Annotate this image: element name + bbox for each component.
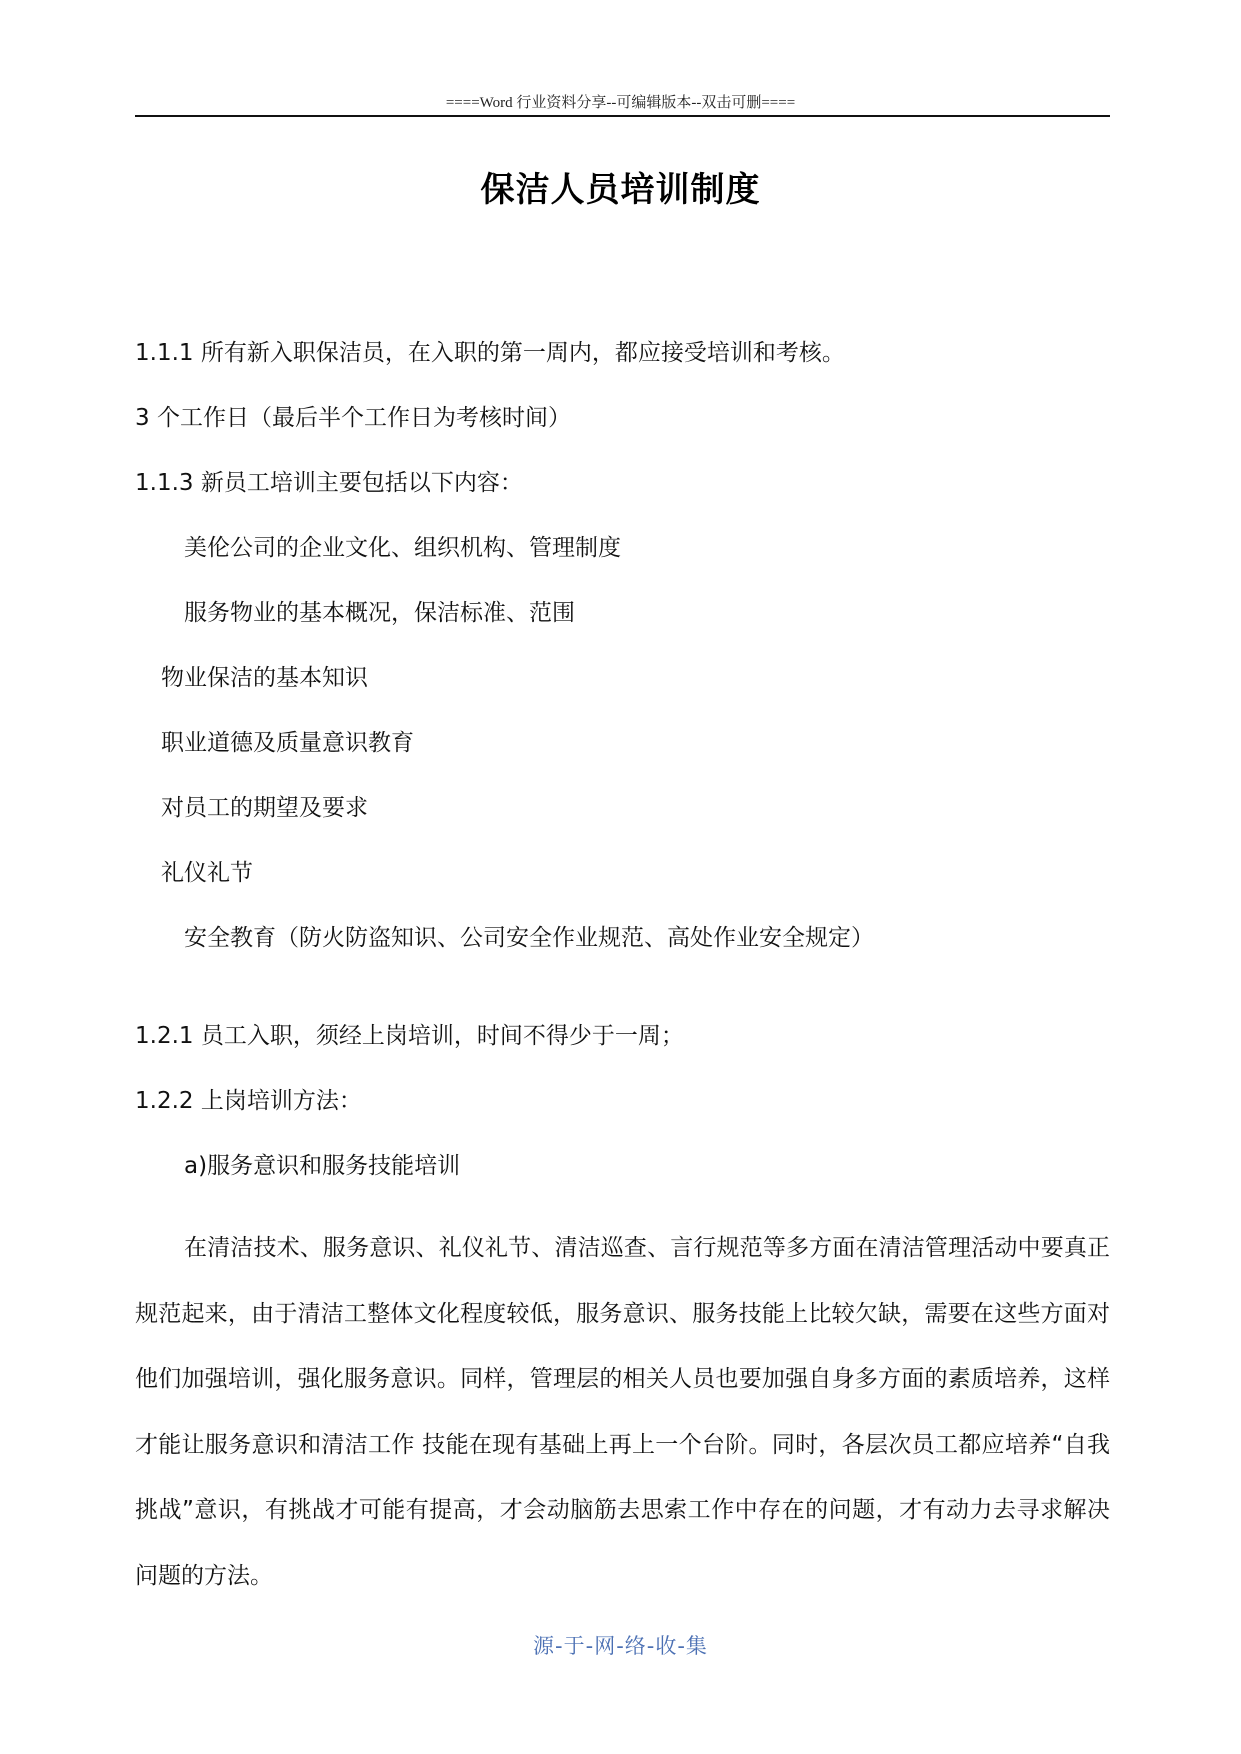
section-1-2-2: 1.2.2 上岗培训方法： xyxy=(135,1088,362,1114)
section-1-1-1: 1.1.1 所有新入职保洁员，在入职的第一周内，都应接受培训和考核。 xyxy=(135,340,845,366)
content-item-safety-education: 安全教育（防火防盗知识、公司安全作业规范、高处作业安全规定） xyxy=(184,925,874,951)
section-1-1-3: 1.1.3 新员工培训主要包括以下内容： xyxy=(135,470,523,496)
content-item-expectations: 对员工的期望及要求 xyxy=(161,795,368,821)
section-1-2-1: 1.2.1 员工入职，须经上岗培训，时间不得少于一周； xyxy=(135,1023,684,1049)
document-title: 保洁人员培训制度 xyxy=(480,170,761,210)
header-divider xyxy=(135,115,1110,117)
content-item-property-overview: 服务物业的基本概况，保洁标准、范围 xyxy=(184,600,575,626)
content-item-company-culture: 美伦公司的企业文化、组织机构、管理制度 xyxy=(184,535,621,561)
method-a-service-training: a)服务意识和服务技能培训 xyxy=(184,1153,461,1179)
page-header-text: ====Word 行业资料分享--可编辑版本--双击可删==== xyxy=(445,95,796,111)
page-footer-text: 源-于-网-络-收-集 xyxy=(533,1634,708,1658)
training-duration: 3 个工作日（最后半个工作日为考核时间） xyxy=(135,405,571,431)
content-item-ethics-quality: 职业道德及质量意识教育 xyxy=(161,730,414,756)
content-item-cleaning-knowledge: 物业保洁的基本知识 xyxy=(161,665,368,691)
content-item-etiquette: 礼仪礼节 xyxy=(161,860,253,886)
service-training-paragraph: 在清洁技术、服务意识、礼仪礼节、清洁巡查、言行规范等多方面在清洁管理活动中要真正规范起来，由于清洁工整体文化程度较低，服务意识、服务技能上比较欠缺，需要在这些方面对他们加强培训，强化服务意识。同样，管理层的相关人员也要加强自身多方面的素质培养，这样才能让服务意识和清洁工作 技能在现有基础上再上一个台阶。同时，各层次员工都应培养“自我挑战”意识，有挑战才可能有提高，才会动脑筋去思索工作中存在的问题，才有动力去寻求解决问题的方法。 xyxy=(135,1235,1110,1589)
